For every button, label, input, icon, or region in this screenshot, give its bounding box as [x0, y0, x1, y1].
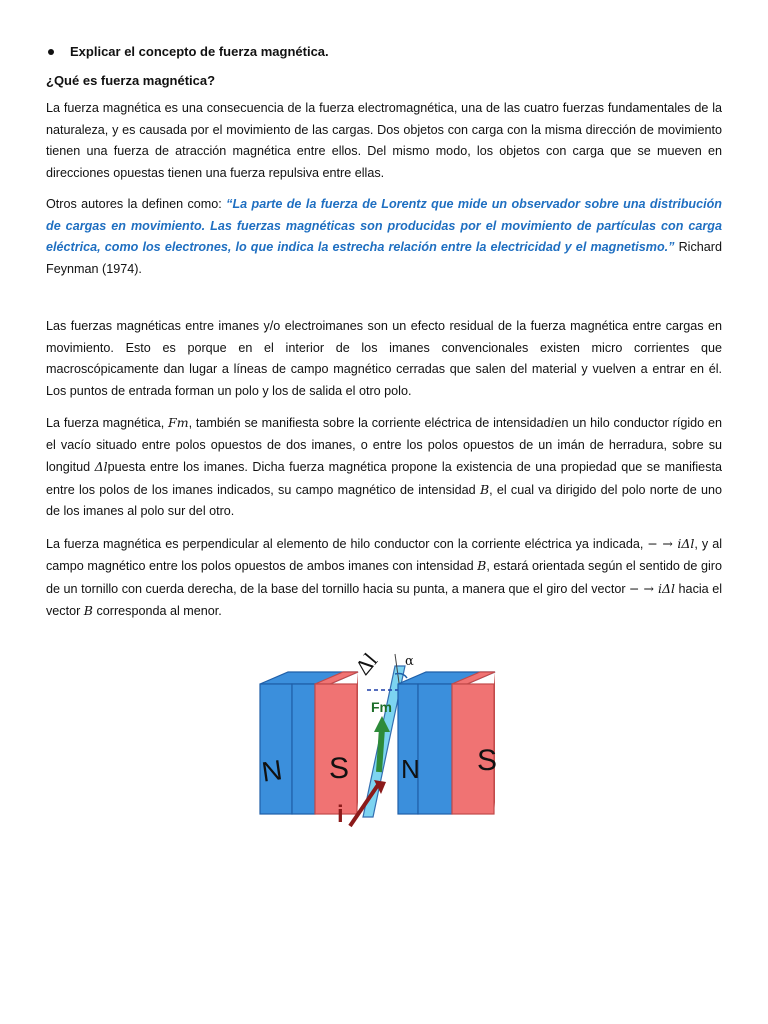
math-vector-idl-2: − → iΔl	[629, 580, 676, 596]
right-n-label: N	[401, 754, 420, 784]
math-delta-l: Δl	[94, 459, 108, 474]
document-page	[46, 44, 722, 633]
paragraph-2	[46, 194, 722, 280]
p2-intro: Otros autores la definen como:	[46, 197, 227, 211]
p5-text-1: La fuerza magnética es perpendicular al elemento de hilo conductor con la corriente eléctrica ya indicada,	[46, 536, 648, 551]
p5-text-5: corresponda al menor.	[92, 604, 222, 618]
current-label: i	[337, 801, 344, 828]
paragraph-5	[46, 533, 722, 623]
p4-text-4: puesta entre los imanes. Dicha fuerza magnética propone la existencia de una propiedad que se manifiesta entre los polos de los imanes indicados, su campo magnético de intensidad	[46, 460, 722, 497]
math-fm: Fm	[168, 415, 189, 430]
math-b: B	[479, 481, 490, 497]
p4-text-3: en un hilo conductor rígido en el vacío situado entre polos opuestos de dos imanes, o entre los polos opuestos de un imán de herradura, sobre su longitud	[46, 416, 722, 474]
spacer	[46, 290, 722, 316]
left-n-label: N	[259, 754, 285, 788]
paragraph-4	[46, 412, 722, 523]
p4-text-2: , también se manifiesta sobre la corriente eléctrica de intensidad	[188, 416, 551, 430]
objective-text: Explicar el concepto de fuerza magnética.	[70, 44, 329, 59]
quote-author: Richard Feynman (1974).	[46, 240, 722, 276]
delta-l-label: Δl	[350, 647, 383, 680]
alpha-label: α	[405, 654, 414, 669]
left-s-label: S	[329, 752, 350, 785]
paragraph-1: La fuerza magnética es una consecuencia de la fuerza electromagnética, una de las cuatro fuerzas fundamentales de la naturaleza, y es causada por el movimiento de las cargas. Dos objetos con carga con la misma dirección de movimiento tienen una fuerza de atracción magnética entre ellos. Del mismo modo, los objetos con carga que se mueven en direcciones opuestas tienen una fuerza repulsiva entre ellas.	[46, 101, 722, 180]
right-magnet	[398, 672, 498, 814]
math-i: i	[550, 415, 555, 430]
bullet-icon	[48, 49, 54, 55]
math-b-2: B	[83, 603, 93, 618]
right-s-label: S	[477, 744, 498, 777]
p5-text-3: , estará orientada según el sentido de giro de un tornillo con cuerda derecha, de la base del tornillo hacia su punta, a manera que el giro del vector	[46, 559, 722, 596]
p5-text-4: hacia el vector	[46, 581, 722, 618]
paragraph-3: Las fuerzas magnéticas entre imanes y/o electroimanes son un efecto residual de la fuerza magnética entre cargas en movimiento. Esto es porque en el interior de los imanes convencionales existen micro corrientes que macroscópicamente dan lugar a líneas de campo magnético cerradas que salen del material y vuelven a entrar en él. Los puntos de entrada forman un polo y los de salida el otro polo.	[46, 319, 722, 398]
magnet-figure	[255, 632, 505, 832]
objective-bullet	[46, 44, 722, 59]
left-magnet	[260, 672, 358, 814]
p4-text-1: La fuerza magnética,	[46, 416, 169, 430]
section-question: ¿Qué es fuerza magnética?	[46, 73, 216, 88]
p5-text-2: , y al campo magnético entre los polos opuestos de ambos imanes con intensidad	[46, 536, 722, 573]
math-b-1: B	[477, 558, 487, 573]
p4-text-5: , el cual va dirigido del polo norte de uno de los imanes al polo sur del otro.	[46, 482, 723, 518]
feynman-quote: “La parte de la fuerza de Lorentz que mide un observador sobre una distribución de cargas en movimiento. Las fuerzas magnéticas son producidas por el movimiento de partículas con carga eléctrica, como los electrones, lo que indica la estrecha relación entre la electricidad y el magnetismo.”	[46, 197, 722, 254]
fm-label: Fm	[371, 699, 392, 715]
math-vector-idl-1: − → iΔl	[647, 535, 695, 551]
magnet-diagram	[255, 632, 505, 832]
